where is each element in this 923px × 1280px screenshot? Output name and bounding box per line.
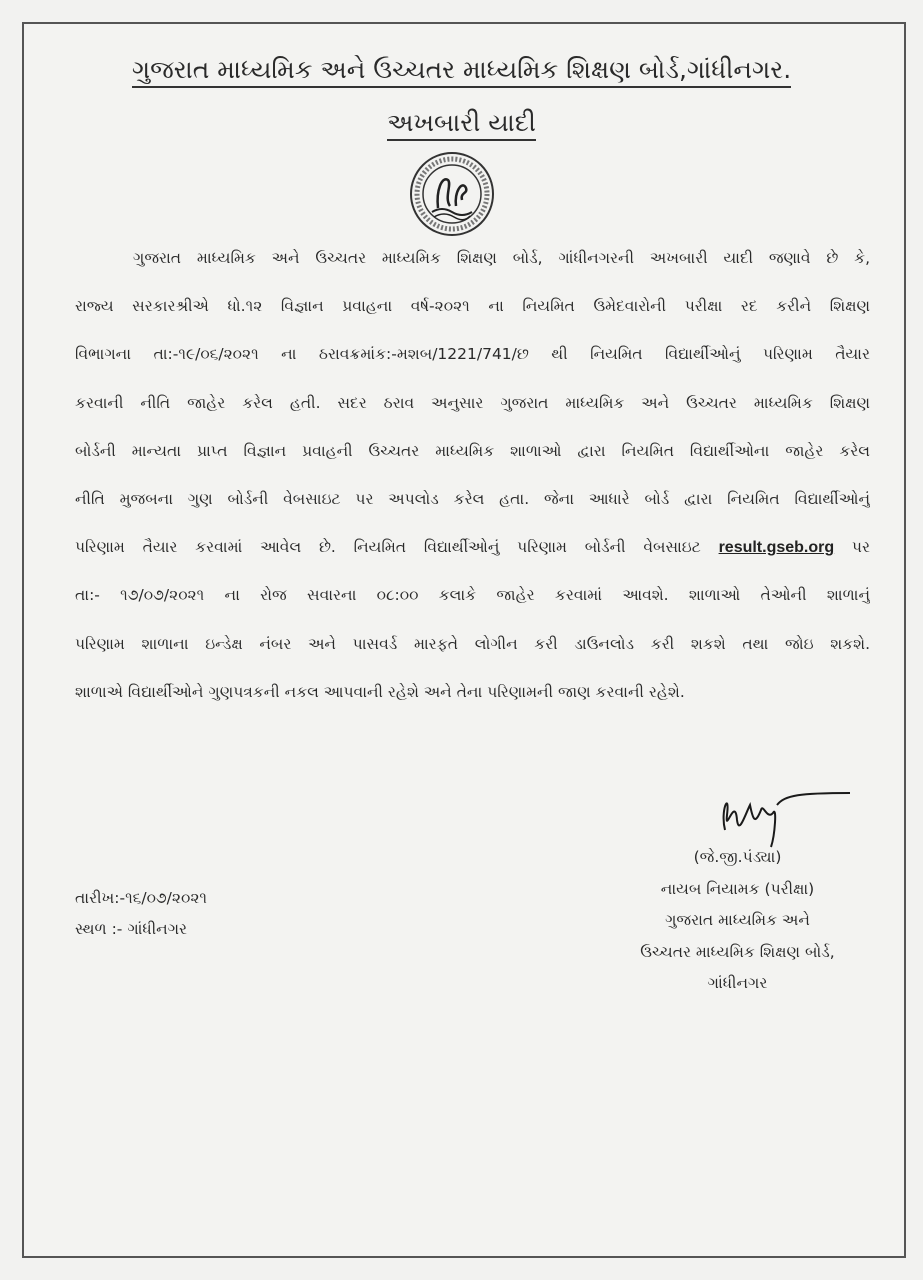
body-line: પરિણામ શાળાના ઇન્ડેક્ષ નંબર અને પાસવર્ડ મારફતે લોગીન કરી ડાઉનલોડ કરી શકશે તથા જોઇ શકશે. bbox=[75, 634, 870, 653]
body-line-with-link bbox=[75, 532, 870, 580]
signature-icon bbox=[705, 775, 855, 850]
body-line: શાળાએ વિદ્યાર્થીઓને ગુણપત્રકની નકલ આપવાની રહેશે અને તેના પરિણામની જાણ કરવાની રહેશે. bbox=[75, 682, 685, 701]
board-title bbox=[0, 55, 923, 85]
body-line: વિભાગના તા:-૧૯/૦૬/૨૦૨૧ ના ઠરાવક્રમાંક:-મશબ/1221/741/છ થી નિયમિત વિદ્યાર્થીઓનું પરિણામ તૈયાર bbox=[75, 345, 870, 364]
signatory-org-line2: ઉચ્ચતર માધ્યમિક શિક્ષણ બોર્ડ, bbox=[640, 942, 835, 961]
board-logo-icon bbox=[408, 150, 496, 238]
signatory-city: ગાંધીનગર bbox=[707, 974, 768, 992]
body-line: નીતિ મુજબના ગુણ બોર્ડની વેબસાઇટ પર અપલોડ કરેલ હતા. જેના આધારે બોર્ડ દ્વારા નિયમિત વિદ્યાર્થીઓનું bbox=[75, 489, 870, 508]
signatory-org-line1: ગુજરાત માધ્યમિક અને bbox=[665, 911, 810, 929]
body-text: પરિણામ તૈયાર કરવામાં આવેલ છે. નિયમિત વિદ્યાર્થીઓનું પરિણામ બોર્ડની વેબસાઇટ bbox=[75, 538, 719, 557]
body-line: તા:- ૧૭/૦૭/૨૦૨૧ ના રોજ સવારના ૦૮:૦૦ કલાકે જાહેર કરવામાં આવશે. શાળાઓ તેઓની શાળાનું bbox=[75, 586, 870, 605]
press-release-heading-text: અખબારી યાદી bbox=[387, 108, 536, 141]
issue-place: સ્થળ :- ગાંધીનગર bbox=[75, 920, 188, 938]
signatory-designation: નાયબ નિયામક (પરીક્ષા) bbox=[660, 879, 815, 898]
signatory-name: (જે.જી.પંડ્યા) bbox=[693, 848, 782, 866]
press-release-body bbox=[75, 243, 870, 725]
body-line: બોર્ડની માન્યતા પ્રાપ્ત વિજ્ઞાન પ્રવાહની ઉચ્ચતર માધ્યમિક શાળાઓ દ્વારા નિયમિત વિદ્યાર્થીઓના જાહેર કરેલ bbox=[75, 441, 870, 460]
body-line: કરવાની નીતિ જાહેર કરેલ હતી. સદર ઠરાવ અનુસાર ગુજરાત માધ્યમિક અને ઉચ્ચતર માધ્યમિક શિક્ષણ bbox=[75, 393, 870, 412]
body-text: પર bbox=[834, 538, 870, 557]
body-line: રાજ્ય સરકારશ્રીએ ધો.૧૨ વિજ્ઞાન પ્રવાહના વર્ષ-૨૦૨૧ ના નિયમિત ઉમેદવારોની પરીક્ષા રદ કરીને શિક્ષણ bbox=[75, 297, 870, 316]
signatory-block bbox=[600, 842, 875, 1000]
result-website-link[interactable]: result.gseb.org bbox=[718, 539, 835, 557]
press-release-heading bbox=[0, 108, 923, 138]
date-place-block bbox=[75, 883, 207, 945]
issue-date: તારીખ:-૧૬/૦૭/૨૦૨૧ bbox=[75, 889, 208, 907]
board-title-text: ગુજરાત માધ્યમિક અને ઉચ્ચતર માધ્યમિક શિક્ષણ બોર્ડ,ગાંધીનગર. bbox=[132, 55, 791, 88]
body-line: ગુજરાત માધ્યમિક અને ઉચ્ચતર માધ્યમિક શિક્ષણ બોર્ડ, ગાંધીનગરની અખબારી યાદી જણાવે છે કે, bbox=[133, 249, 870, 267]
